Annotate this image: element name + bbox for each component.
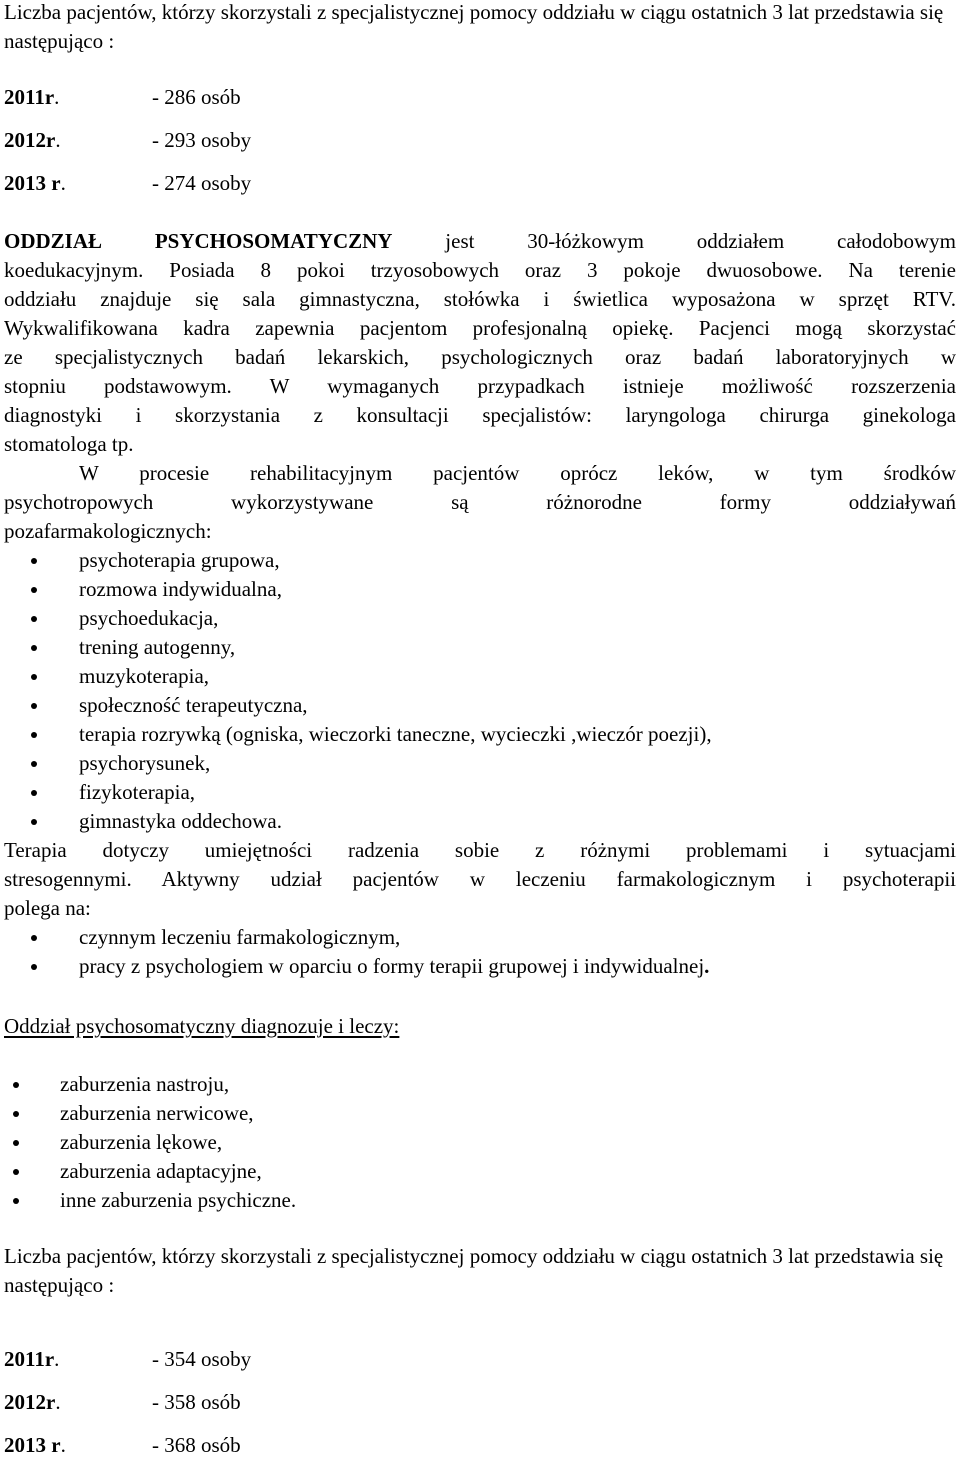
stats-year: 2013 r	[4, 171, 61, 195]
list-item: psychoterapia grupowa,	[4, 546, 956, 575]
bullet-icon	[31, 761, 37, 767]
list-item: fizykoterapia,	[4, 778, 956, 807]
stats-value: - 354 osoby	[152, 1347, 252, 1371]
list-item: zaburzenia adaptacyjne,	[4, 1157, 604, 1186]
stats-intro: Liczba pacjentów, którzy skorzystali z specjalistycznej pomocy oddziału w ciągu ostatnich 3 lat przedstawia się następująco :	[4, 0, 944, 53]
list-item: gimnastyka oddechowa.	[4, 807, 956, 836]
stats-year: 2012r	[4, 1390, 56, 1414]
stats-value: - 358 osób	[152, 1390, 241, 1414]
list-item: psychoedukacja,	[4, 604, 956, 633]
bullet-icon	[31, 587, 37, 593]
stats-intro: Liczba pacjentów, którzy skorzystali z specjalistycznej pomocy oddziału w ciągu ostatnich 3 lat przedstawia się następująco :	[4, 1244, 944, 1297]
therapy-paragraph: Terapia dotyczy umiejętności radzenia sobie z różnymi problemami i sytuacjami	[4, 838, 956, 862]
stats-year: 2013 r	[4, 1433, 61, 1457]
participation-list	[4, 923, 956, 981]
bullet-icon	[31, 558, 37, 564]
bullet-icon	[31, 674, 37, 680]
department-description: ODDZIAŁ PSYCHOSOMATYCZNY jest 30-łóżkowym oddziałem całodobowym koedukacyjnym. Posiada 8 pokoi trzyosobowych oraz 3 pokoje dwuosobowe. Na terenie oddziału znajduje się sala gimnastyczna, stołówka i świetlica wyposażona w sprzęt RTV. Wykwalifikowana kadra zapewnia pacjentom profesjonalną opiekę. Pacjenci mogą skorzystać ze specjalistycznych badań lekarskich, psychologicznych oraz badań laboratoryjnych w stopniu podstawowym. W wymaganych przypadkach istnieje możliwość rozszerzenia diagnostyki i skorzystania z konsultacji specjalistów: laryngologa chirurga ginekologa stomatologa tp. W procesie rehabilitacyjnym pacjentów oprócz leków, w tym środków psychotropowych wykorzystywane są różnorodne formy oddziaływań pozafarmakologicznych: psychoterapia grupowa, rozmowa indywidualna, psychoedukacja, trening autogenny, muzykoterapia, społeczność terapeutyczna, terapia rozrywką (ogniska, wieczorki taneczne, wycieczki ,wieczór poezji), psychorysunek, fizykoterapia, gimnastyka oddechowa. Terapia dotyczy umiejętności radzenia sobie z różnymi problemami i sytuacjami stresogennymi. Aktywny udział pacjentów w leczeniu farmakologicznym i psychoterapii polega na: czynnym leczeniu farmakologicznym, pracy z psychologiem w oparciu o formy terapii grupowej i indywidualnej.	[4, 227, 956, 981]
bullet-icon	[13, 1198, 19, 1204]
list-item: rozmowa indywidualna,	[4, 575, 956, 604]
bullet-icon	[31, 964, 37, 970]
bullet-icon	[31, 703, 37, 709]
stats-year: 2012r	[4, 128, 56, 152]
stats-year: 2011r	[4, 85, 55, 109]
stats-year: 2011r	[4, 1347, 55, 1371]
list-item: czynnym leczeniu farmakologicznym,	[4, 923, 956, 952]
diagnoses-heading: Oddział psychosomatyczny diagnozuje i leczy:	[4, 1014, 400, 1038]
stats-value: - 293 osoby	[152, 128, 252, 152]
stats-value: - 274 osoby	[152, 171, 252, 195]
bullet-icon	[31, 732, 37, 738]
stats-row: 2012r. - 293 osoby	[4, 126, 251, 155]
bullet-icon	[31, 790, 37, 796]
list-item: zaburzenia nerwicowe,	[4, 1099, 604, 1128]
bullet-icon	[13, 1169, 19, 1175]
department-name: ODDZIAŁ PSYCHOSOMATYCZNY	[4, 229, 393, 253]
rehab-paragraph: W procesie rehabilitacyjnym pacjentów oprócz leków, w tym środków	[79, 461, 956, 485]
stats-value: - 368 osób	[152, 1433, 241, 1457]
bullet-icon	[13, 1140, 19, 1146]
bullet-icon	[13, 1111, 19, 1117]
bullet-icon	[31, 819, 37, 825]
list-item: terapia rozrywką (ogniska, wieczorki taneczne, wycieczki ,wieczór poezji),	[4, 720, 956, 749]
bullet-icon	[13, 1082, 19, 1088]
list-item: zaburzenia nastroju,	[4, 1070, 604, 1099]
stats-list	[4, 83, 251, 198]
bullet-icon	[31, 645, 37, 651]
list-item: zaburzenia lękowe,	[4, 1128, 604, 1157]
list-item: inne zaburzenia psychiczne.	[4, 1186, 604, 1215]
list-item: psychorysunek,	[4, 749, 956, 778]
stats-row: 2011r. - 286 osób	[4, 83, 251, 112]
stats-list	[4, 1345, 251, 1460]
stats-value: - 286 osób	[152, 85, 241, 109]
bullet-icon	[31, 616, 37, 622]
stats-row: 2011r. - 354 osoby	[4, 1345, 251, 1374]
list-item: trening autogenny,	[4, 633, 956, 662]
list-item: muzykoterapia,	[4, 662, 956, 691]
stats-row: 2013 r. - 368 osób	[4, 1431, 251, 1460]
therapy-list	[4, 546, 956, 836]
stats-row: 2012r. - 358 osób	[4, 1388, 251, 1417]
bullet-icon	[31, 935, 37, 941]
list-item: pracy z psychologiem w oparciu o formy terapii grupowej i indywidualnej.	[4, 952, 956, 981]
diagnoses-list	[4, 1070, 604, 1215]
list-item: społeczność terapeutyczna,	[4, 691, 956, 720]
stats-row: 2013 r. - 274 osoby	[4, 169, 251, 198]
